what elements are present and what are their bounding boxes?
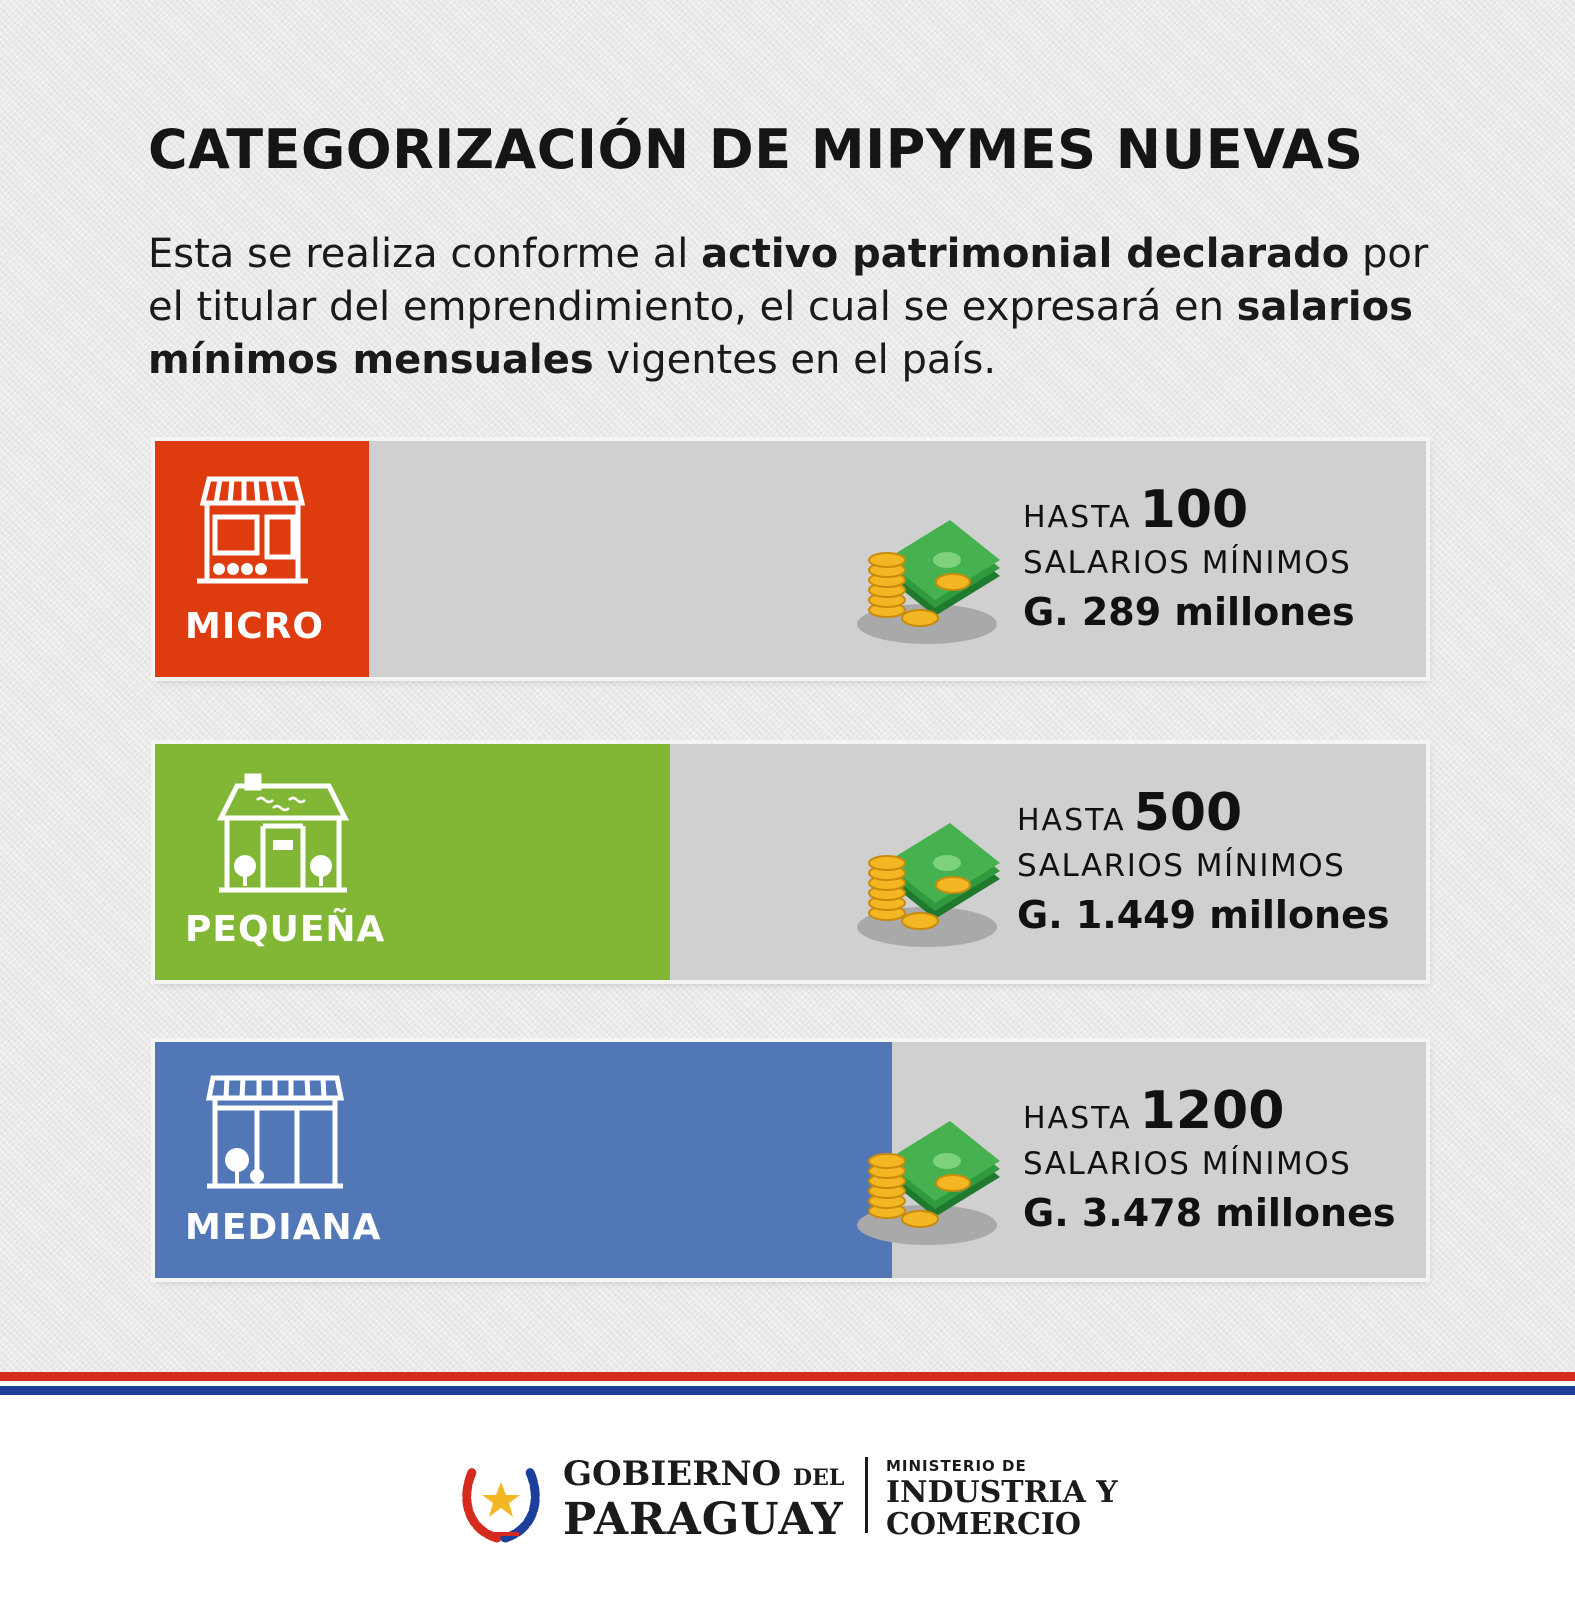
amount-value: G. 1.449 millones <box>1017 893 1390 937</box>
hasta-label: HASTA <box>1023 500 1132 535</box>
flag-stripe-red <box>0 1372 1575 1381</box>
category-mediana <box>155 1042 1426 1278</box>
category-label: MEDIANA <box>185 1207 382 1248</box>
ministerio-logo <box>886 1455 1118 1541</box>
category-info <box>1017 783 1417 943</box>
category-pequena <box>155 744 1426 980</box>
flag-stripe-blue <box>0 1386 1575 1395</box>
category-micro <box>155 441 1426 677</box>
salarios-count: 100 <box>1139 480 1249 540</box>
money-icon <box>855 516 1005 646</box>
category-label: PEQUEÑA <box>185 909 386 950</box>
salarios-count: 500 <box>1133 783 1243 843</box>
salarios-label: SALARIOS MÍNIMOS <box>1023 545 1352 581</box>
category-info <box>1023 1081 1423 1241</box>
store-building-icon <box>205 1072 345 1192</box>
market-stall-icon <box>195 473 310 585</box>
money-icon <box>855 1117 1005 1247</box>
salarios-count: 1200 <box>1139 1081 1285 1141</box>
ministry-line3: COMERCIO <box>886 1507 1082 1542</box>
page-title: CATEGORIZACIÓN DE MIPYMES NUEVAS <box>148 118 1364 181</box>
ministry-line1: MINISTERIO DE <box>886 1457 1027 1475</box>
amount-value: G. 289 millones <box>1023 590 1355 634</box>
paraguay-seal-icon <box>453 1450 549 1546</box>
gov-name-del: DEL <box>793 1465 845 1491</box>
gobierno-paraguay-logo <box>563 1455 844 1543</box>
gov-name-line1: GOBIERNO <box>563 1454 782 1494</box>
amount-value: G. 3.478 millones <box>1023 1191 1396 1235</box>
hasta-label: HASTA <box>1017 803 1126 838</box>
hasta-label: HASTA <box>1023 1101 1132 1136</box>
small-shop-icon <box>217 770 349 896</box>
intro-bold-activo: activo patrimonial declarado <box>701 231 1350 277</box>
salarios-label: SALARIOS MÍNIMOS <box>1017 848 1346 884</box>
footer <box>0 1395 1575 1600</box>
category-info <box>1023 480 1423 640</box>
intro-text: Esta se realiza conforme al activo patrimonial declarado por el titular del emprendimiento, el cual se expresará en salarios mínimos mensuales vigentes en el país. <box>148 231 1429 383</box>
money-icon <box>855 819 1005 949</box>
ministry-line2: INDUSTRIA Y <box>886 1475 1118 1510</box>
salarios-label: SALARIOS MÍNIMOS <box>1023 1146 1352 1182</box>
gov-name-line2: PARAGUAY <box>563 1494 844 1545</box>
intro-bold-salarios: salarios mínimos mensuales <box>148 284 1413 383</box>
footer-divider <box>865 1457 868 1533</box>
category-label: MICRO <box>185 606 324 647</box>
